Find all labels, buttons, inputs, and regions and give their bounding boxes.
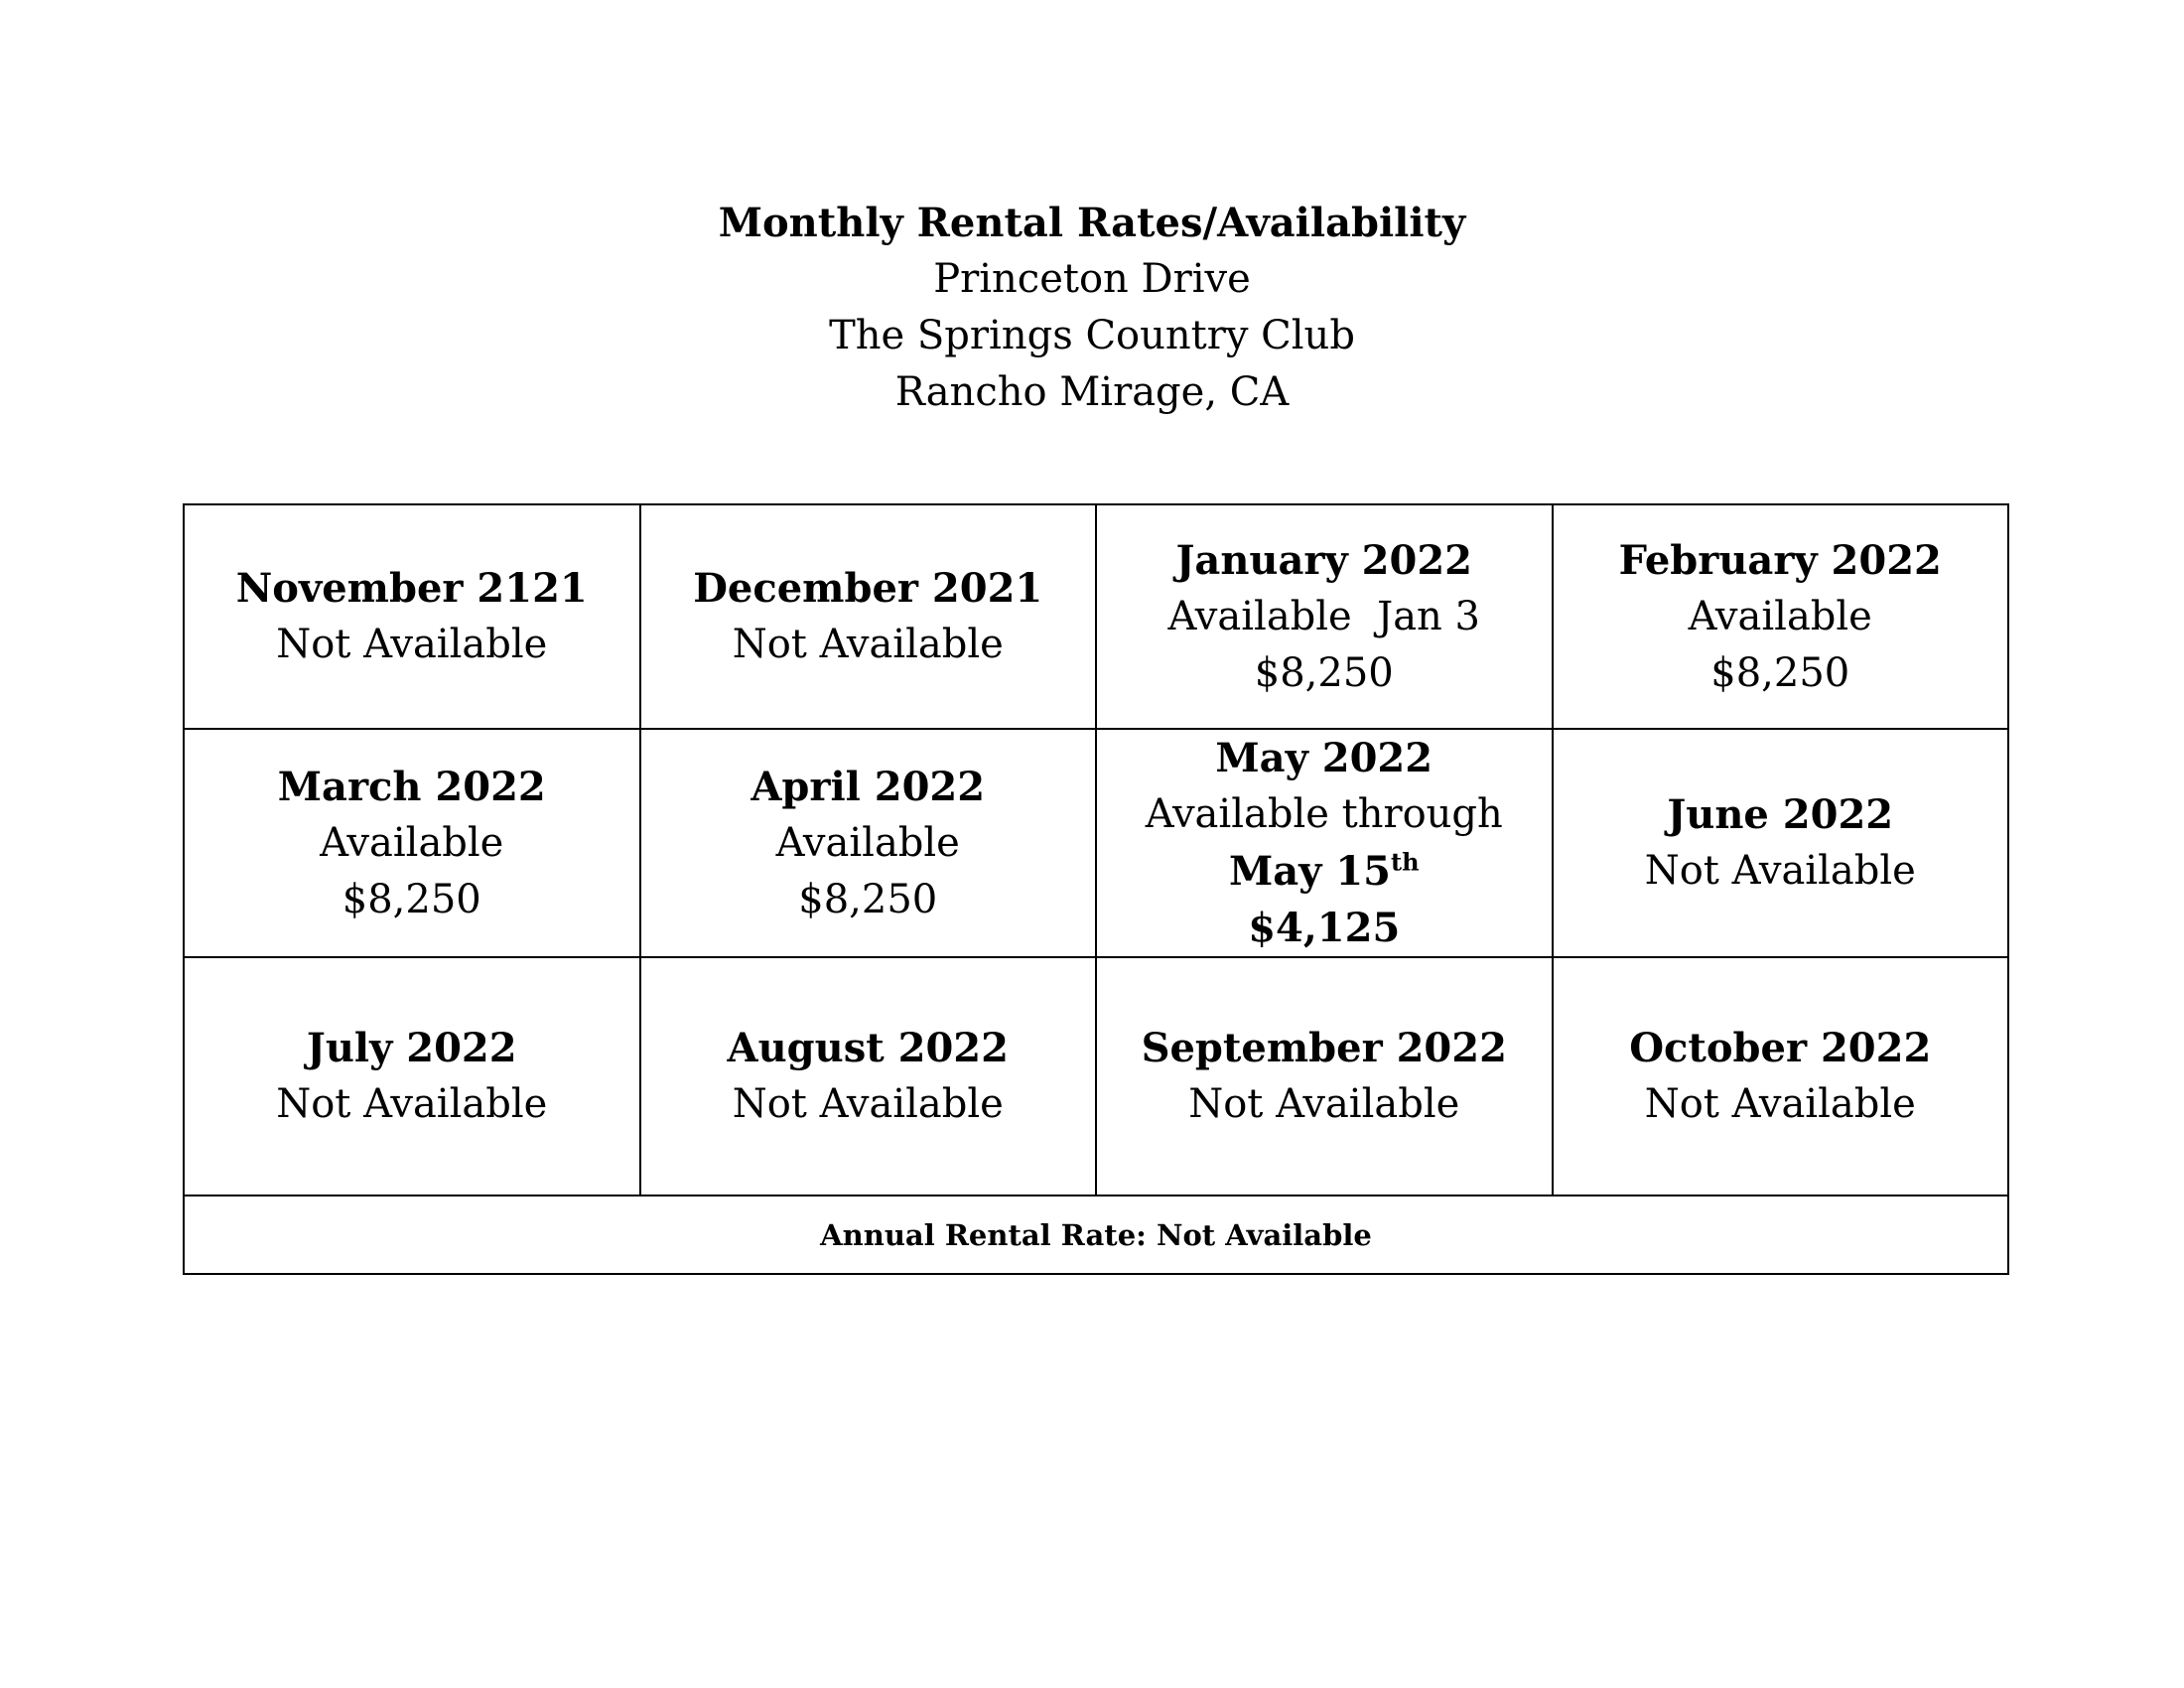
until-date: May 15 xyxy=(1228,848,1391,895)
availability-status: Available xyxy=(775,819,960,866)
annual-rate-text: Annual Rental Rate: Not Available xyxy=(820,1217,1372,1252)
monthly-price: $8,250 xyxy=(798,876,938,922)
month-cell-december-2021 xyxy=(640,504,1097,729)
month-cell-february-2022 xyxy=(1553,504,2009,729)
month-label: August 2022 xyxy=(727,1025,1009,1071)
month-cell-august-2022 xyxy=(640,957,1097,1196)
property-city: Rancho Mirage, CA xyxy=(894,369,1290,415)
month-cell-january-2022 xyxy=(1096,504,1553,729)
availability-status: Not Available xyxy=(1644,1081,1916,1127)
rental-rates-table xyxy=(183,503,2009,1275)
document-title: Monthly Rental Rates/Availability xyxy=(718,200,1466,246)
month-label: September 2022 xyxy=(1141,1025,1507,1071)
availability-status: Available Jan 3 xyxy=(1167,593,1480,639)
month-cell-june-2022 xyxy=(1553,729,2009,957)
monthly-price: $8,250 xyxy=(1254,649,1394,696)
monthly-price: $8,250 xyxy=(341,876,481,922)
annual-rate-cell xyxy=(184,1196,2008,1274)
month-label: March 2022 xyxy=(277,763,546,810)
table-row xyxy=(184,1196,2008,1274)
month-cell-may-2022 xyxy=(1096,729,1553,957)
month-label: May 2022 xyxy=(1215,735,1433,781)
month-label: October 2022 xyxy=(1629,1025,1932,1071)
monthly-price: $4,125 xyxy=(1248,905,1401,951)
table-row xyxy=(184,729,2008,957)
month-label: November 2121 xyxy=(235,565,588,612)
availability-status: Not Available xyxy=(1644,848,1916,894)
property-street: Princeton Drive xyxy=(933,256,1251,302)
month-label: April 2022 xyxy=(751,763,986,810)
month-label: December 2021 xyxy=(693,565,1043,612)
month-label: February 2022 xyxy=(1618,536,1942,584)
month-label: June 2022 xyxy=(1667,791,1894,838)
available-until-date xyxy=(1097,843,1552,900)
availability-status: Not Available xyxy=(1188,1081,1460,1127)
document-header xyxy=(0,195,2184,421)
monthly-price: $8,250 xyxy=(1710,649,1850,696)
month-cell-july-2022 xyxy=(184,957,640,1196)
availability-status: Available xyxy=(1688,593,1872,639)
month-cell-september-2022 xyxy=(1096,957,1553,1196)
availability-status: Not Available xyxy=(732,1081,1004,1127)
month-cell-april-2022 xyxy=(640,729,1097,957)
availability-status: Not Available xyxy=(732,622,1004,667)
availability-status: Available through xyxy=(1145,791,1503,837)
month-label: January 2022 xyxy=(1175,536,1472,584)
month-cell-november-2121 xyxy=(184,504,640,729)
month-cell-october-2022 xyxy=(1553,957,2009,1196)
property-community: The Springs Country Club xyxy=(829,313,1355,358)
table-row xyxy=(184,504,2008,729)
availability-status: Available xyxy=(320,819,504,866)
month-label: July 2022 xyxy=(306,1025,517,1071)
ordinal-suffix: th xyxy=(1390,847,1420,877)
availability-status: Not Available xyxy=(276,1081,548,1127)
availability-status: Not Available xyxy=(276,622,548,667)
month-cell-march-2022 xyxy=(184,729,640,957)
table-row xyxy=(184,957,2008,1196)
